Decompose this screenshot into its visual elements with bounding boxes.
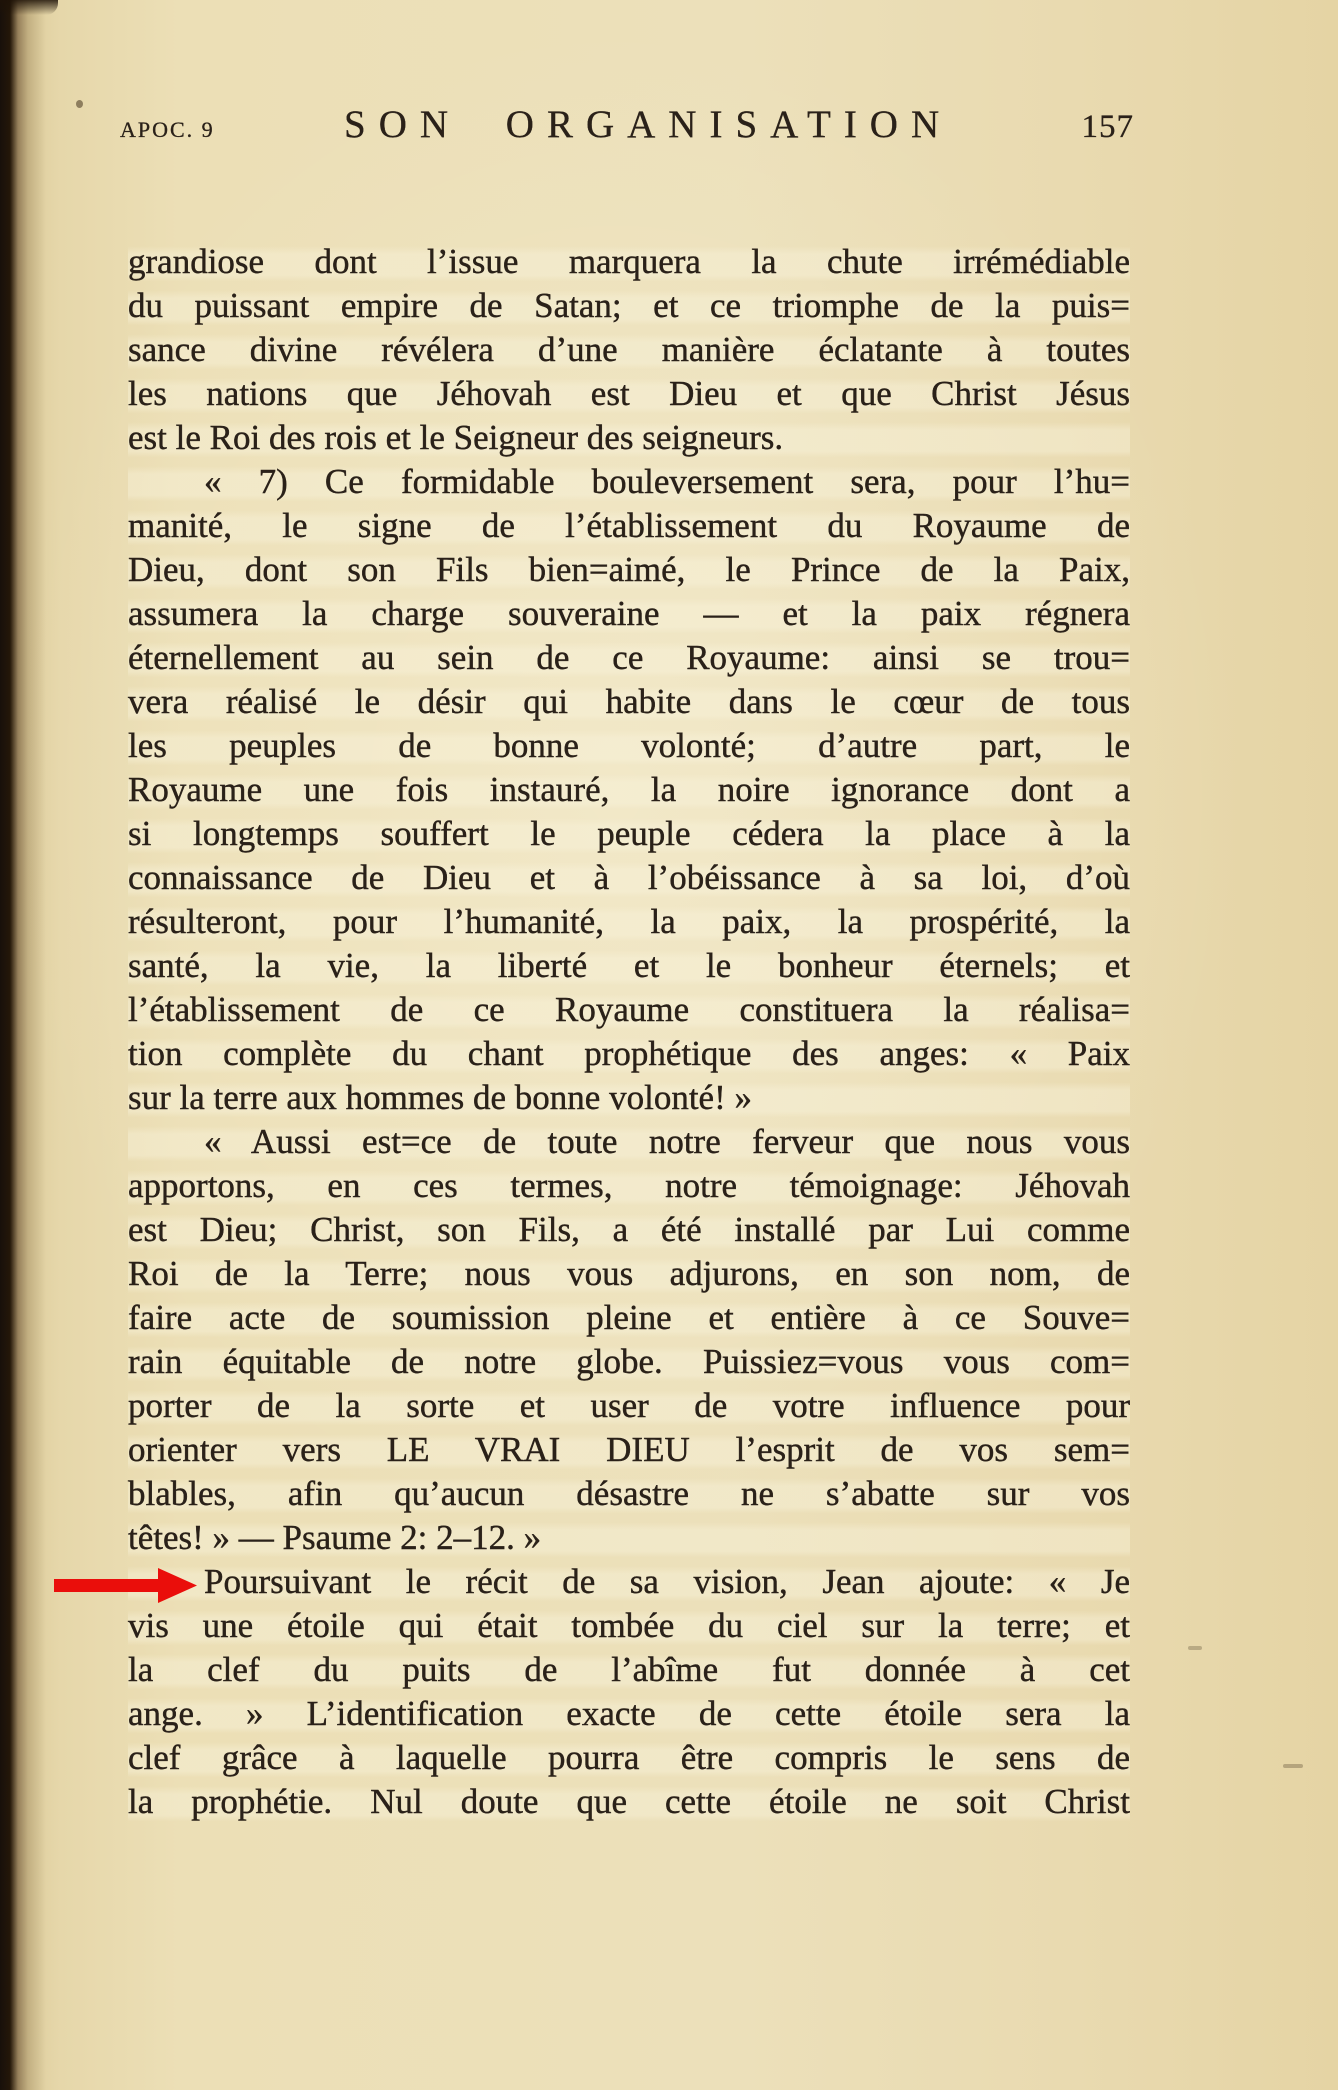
text-line: la prophétie. Nul doute que cette étoile ne soit Christ <box>128 1780 1130 1824</box>
scan-speck <box>1283 1764 1303 1768</box>
scan-corner-artifact <box>0 0 58 15</box>
text-line: si longtemps souffert le peuple cédera la place à la <box>128 812 1130 856</box>
text-line: la clef du puits de l’abîme fut donnée à cet <box>128 1648 1130 1692</box>
text-line: vera réalisé le désir qui habite dans le cœur de tous <box>128 680 1130 724</box>
text-line: rain équitable de notre globe. Puissiez=vous vous com= <box>128 1340 1130 1384</box>
text-line: sur la terre aux hommes de bonne volonté! » <box>128 1076 1130 1120</box>
header-title: SON ORGANISATION <box>344 103 953 146</box>
scan-speck <box>76 100 83 108</box>
text-line: clef grâce à laquelle pourra être compris le sens de <box>128 1736 1130 1780</box>
text-line: Roi de la Terre; nous vous adjurons, en son nom, de <box>128 1252 1130 1296</box>
text-line: tion complète du chant prophétique des anges: « Paix <box>128 1032 1130 1076</box>
running-header <box>120 102 1134 147</box>
text-line: porter de la sorte et user de votre influence pour <box>128 1384 1130 1428</box>
text-line: apportons, en ces termes, notre témoignage: Jéhovah <box>128 1164 1130 1208</box>
text-line: vis une étoile qui était tombée du ciel sur la terre; et <box>128 1604 1130 1648</box>
text-line: « Aussi est=ce de toute notre ferveur que nous vous <box>128 1120 1130 1164</box>
paragraph <box>128 1560 1130 1824</box>
text-line: Poursuivant le récit de sa vision, Jean ajoute: « Je <box>128 1560 1130 1604</box>
paragraph <box>128 240 1130 460</box>
header-page-number: 157 <box>1081 109 1134 145</box>
text-line: santé, la vie, la liberté et le bonheur éternels; et <box>128 944 1130 988</box>
text-line: les nations que Jéhovah est Dieu et que Christ Jésus <box>128 372 1130 416</box>
text-line: connaissance de Dieu et à l’obéissance à sa loi, d’où <box>128 856 1130 900</box>
text-line: Dieu, dont son Fils bien=aimé, le Prince de la Paix, <box>128 548 1130 592</box>
text-line: résulteront, pour l’humanité, la paix, la prospérité, la <box>128 900 1130 944</box>
red-arrow-annotation <box>54 1567 198 1603</box>
text-line: orienter vers LE VRAI DIEU l’esprit de vos sem= <box>128 1428 1130 1472</box>
text-line: est le Roi des rois et le Seigneur des seigneurs. <box>128 416 1130 460</box>
paragraph <box>128 1120 1130 1560</box>
text-line: assumera la charge souveraine — et la paix régnera <box>128 592 1130 636</box>
header-scripture-ref: APOC. 9 <box>120 117 215 142</box>
text-line: sance divine révélera d’une manière éclatante à toutes <box>128 328 1130 372</box>
text-line: éternellement au sein de ce Royaume: ainsi se trou= <box>128 636 1130 680</box>
arrow-right-icon <box>54 1568 197 1603</box>
text-line: manité, le signe de l’établissement du Royaume de <box>128 504 1130 548</box>
text-line: blables, afin qu’aucun désastre ne s’abatte sur vos <box>128 1472 1130 1516</box>
text-line: têtes! » — Psaume 2: 2–12. » <box>128 1516 1130 1560</box>
book-gutter-shadow <box>0 0 46 2090</box>
text-line: l’établissement de ce Royaume constituera la réalisa= <box>128 988 1130 1032</box>
text-line: ange. » L’identification exacte de cette étoile sera la <box>128 1692 1130 1736</box>
text-line: grandiose dont l’issue marquera la chute irrémédiable <box>128 240 1130 284</box>
page-body <box>128 240 1130 1824</box>
scan-speck <box>1188 1646 1202 1650</box>
text-line: les peuples de bonne volonté; d’autre part, le <box>128 724 1130 768</box>
text-line: faire acte de soumission pleine et entière à ce Souve= <box>128 1296 1130 1340</box>
text-line: « 7) Ce formidable bouleversement sera, pour l’hu= <box>128 460 1130 504</box>
text-line: Royaume une fois instauré, la noire ignorance dont a <box>128 768 1130 812</box>
text-line: est Dieu; Christ, son Fils, a été installé par Lui comme <box>128 1208 1130 1252</box>
paragraph <box>128 460 1130 1120</box>
text-line: du puissant empire de Satan; et ce triomphe de la puis= <box>128 284 1130 328</box>
